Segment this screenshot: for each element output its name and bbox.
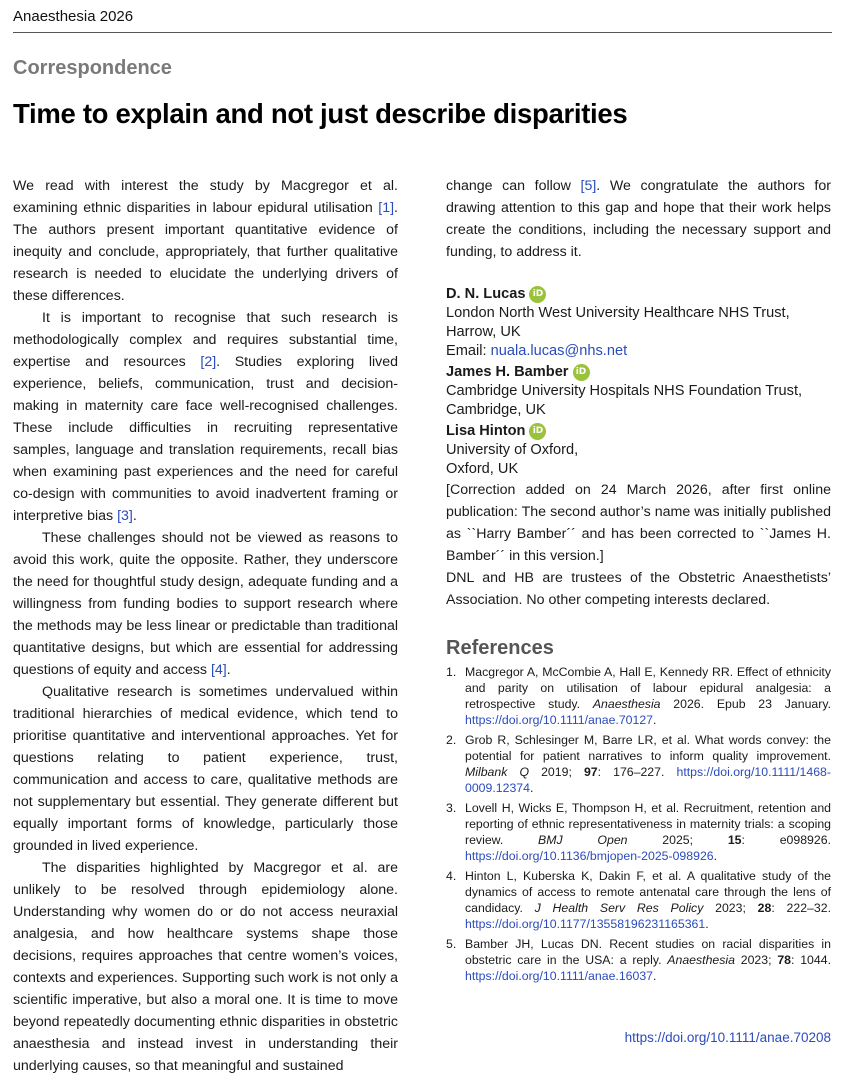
citation-link-2[interactable]: [2] xyxy=(200,354,217,370)
references-heading: References xyxy=(446,637,554,659)
running-head: Anaesthesia 2026 xyxy=(13,8,134,25)
author-name: D. N. Lucas iD xyxy=(446,285,831,304)
left-column xyxy=(13,175,398,1077)
citation-link-3[interactable]: [3] xyxy=(117,508,133,524)
reference-doi-link[interactable]: https://doi.org/10.1111/anae.16037 xyxy=(465,969,654,983)
right-column xyxy=(446,175,831,988)
paragraph-2: It is important to recognise that such research is methodologically complex and requires substantial time, expertise and resources [2]. Studies exploring lived experience, beliefs, communication, trust and decision-making in maternity care face well-recognised challenges. These include difficulties in recruiting representative samples, language and translation requirements, recall bias when examining past experiences and the need for careful co-design with communities to avoid inadvertent framing or interpretive bias [3]. xyxy=(13,310,399,524)
reference-doi-link[interactable]: https://doi.org/10.1111/anae.70127 xyxy=(465,713,654,727)
orcid-icon[interactable]: iD xyxy=(529,286,546,303)
paragraph-3: These challenges should not be viewed as reasons to avoid this work, quite the opposite. Rather, they underscore the need for thoughtful study design, adequate funding and a willingness from funding bodies to support research where the methods may be less linear or predictable than traditional quantitative designs, but which are essential for addressing questions of equity and access [4]. xyxy=(13,530,398,678)
author-affiliation: London North West University Healthcare NHS Trust, xyxy=(446,305,790,321)
citation-link-1[interactable]: [1] xyxy=(378,200,395,216)
orcid-icon[interactable]: iD xyxy=(573,364,590,381)
author-name: James H. Bamber iD xyxy=(446,363,831,382)
author-affiliation: Cambridge University Hospitals NHS Foundation Trust, xyxy=(446,383,803,399)
correction-note: [Correction added on 24 March 2026, after first online publication: The second author’s name was initially published as ``Harry Bamber´´ and has been corrected to ``James H. Bamber´´ in this version.] xyxy=(446,482,831,564)
reference-item: 1. Macgregor A, McCombie A, Hall E, Kennedy RR. Effect of ethnicity and parity on utilisation of labour epidural analgesia: a retrospective study. Anaesthesia 2026. Epub 23 January. https://doi.org/10.1111/anae.70127. xyxy=(446,665,831,727)
paragraph-1: We read with interest the study by Macgregor et al. examining ethnic disparities in labour epidural utilisation [1]. The authors present important quantitative evidence of inequity and conclude, appropriately, that further qualitative research is needed to elucidate the underlying drivers of these differences. xyxy=(13,178,398,304)
article-title: Time to explain and not just describe disparities xyxy=(13,98,628,129)
author-email: Email: nuala.lucas@nhs.net xyxy=(446,343,628,359)
reference-item: 3. Lovell H, Wicks E, Thompson H, et al. Recruitment, retention and reporting of ethnic representativeness in maternity trials: a scoping review. BMJ Open 2025; 15: e098926. https://doi.org/10.1136/bmjopen-2025-098926. xyxy=(446,801,831,863)
section-label: Correspondence xyxy=(13,57,172,79)
author-location: Cambridge, UK xyxy=(446,402,546,418)
header-divider xyxy=(13,32,832,33)
email-link[interactable]: nuala.lucas@nhs.net xyxy=(490,343,628,359)
author-affiliation: University of Oxford, xyxy=(446,442,579,458)
reference-doi-link[interactable]: https://doi.org/10.1177/13558196231165361 xyxy=(465,917,706,931)
citation-link-4[interactable]: [4] xyxy=(210,662,227,678)
reference-item: 5. Bamber JH, Lucas DN. Recent studies on racial disparities in obstetric care in the USA: a reply. Anaesthesia 2023; 78: 1044. https://doi.org/10.1111/anae.16037. xyxy=(446,937,831,983)
author-location: Harrow, UK xyxy=(446,324,521,340)
author-location: Oxford, UK xyxy=(446,461,519,477)
orcid-icon[interactable]: iD xyxy=(529,423,546,440)
reference-item: 2. Grob R, Schlesinger M, Barre LR, et al. What words convey: the potential for patient narratives to inform quality improvement. Milbank Q 2019; 97: 176–227. https://doi.org/10.1111/1468-0009.12374. xyxy=(446,733,831,795)
paragraph-5: The disparities highlighted by Macgregor et al. are unlikely to be resolved through epidemiology alone. Understanding why women do or do not access neuraxial analgesia, and how healthcare systems shape those decisions, requires approaches that centre women’s voices, contexts and experiences. Supporting such work is not only a scientific imperative, but also a moral one. It is time to move beyond repeatedly documenting ethnic disparities in obstetric anaesthesia and instead invest in understanding their underlying causes, so that meaningful and sustained xyxy=(13,860,398,1074)
author-name: Lisa Hinton iD xyxy=(446,422,831,441)
article-doi-link[interactable]: https://doi.org/10.1111/anae.70208 xyxy=(624,1030,831,1045)
citation-link-5[interactable]: [5] xyxy=(580,178,597,194)
reference-list xyxy=(446,664,831,984)
reference-item: 4. Hinton L, Kuberska K, Dakin F, et al. A qualitative study of the dynamics of access to remote antenatal care through the lens of candidacy. J Health Serv Res Policy 2023; 28: 222–32. https://doi.org/10.1177/13558196231165361. xyxy=(446,869,831,931)
paragraph-6: change can follow [5]. We congratulate the authors for drawing attention to this gap and hope that their work helps create the conditions, including the necessary support and funding, to address it. xyxy=(446,178,831,260)
reference-doi-link[interactable]: https://doi.org/10.1111/1468-0009.12374 xyxy=(465,765,831,795)
author-list xyxy=(446,285,831,479)
competing-interests: DNL and HB are trustees of the Obstetric Anaesthetists’ Association. No other competing interests declared. xyxy=(446,570,831,608)
paragraph-4: Qualitative research is sometimes undervalued within traditional hierarchies of medical evidence, which tend to prioritise quantitative and interventional approaches. Yet for questions relating to patient experience, trust, communication and access to care, qualitative methods are not supplementary but essential. They generate different but equally important forms of knowledge, particularly those grounded in lived experience. xyxy=(13,684,398,854)
reference-doi-link[interactable]: https://doi.org/10.1136/bmjopen-2025-098926 xyxy=(465,849,714,863)
